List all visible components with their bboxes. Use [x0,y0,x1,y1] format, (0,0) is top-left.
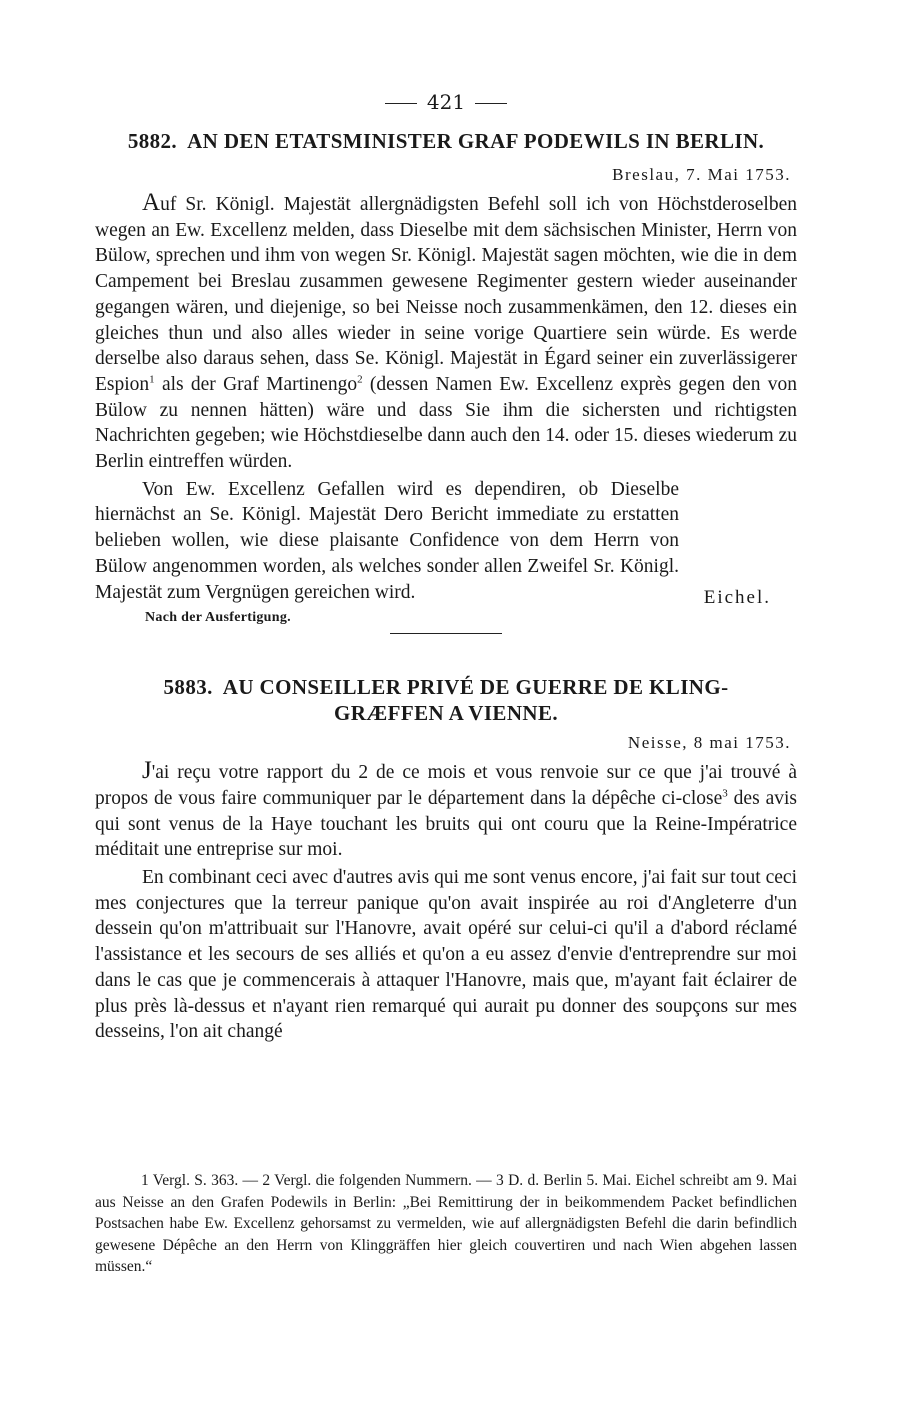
letter-title-continued: GRÆFFEN A VIENNE. [333,701,559,726]
letter-heading [95,128,797,154]
section-divider [390,633,502,634]
page-header [95,88,797,116]
letter-5882 [95,128,797,634]
signature: Eichel. [703,587,771,609]
drop-letter: J [142,757,152,785]
footnote-ref: 1 [149,373,155,386]
paragraph [95,190,797,475]
paragraph-text: 'ai reçu votre rapport du 2 de ce mois et vous renvoie sur ce que j'ai trouvé à propos de vous faire communiquer par le département dans la dépêche ci-close [95,762,797,809]
paragraph [95,758,797,863]
document-page [95,88,797,1045]
source-note: Nach der Ausfertigung. [145,610,291,626]
letter-title: AU CONSEILLER PRIVÉ DE GUERRE DE KLING- [222,675,729,700]
paragraph-text: als der Graf Martinengo [154,373,358,395]
dateline: Neisse, 8 mai 1753. [627,733,791,753]
paragraph-text: des avis qui sont venus de la Haye touchant les bruits qui ont couru que la Reine-Impératrice méditait une entreprise sur moi. [95,787,797,861]
footnotes [95,1170,797,1278]
header-dash-left [385,103,417,104]
footnote-ref: 3 [722,787,728,800]
paragraph: En combinant ceci avec d'autres avis qui me sont venus encore, j'ai fait sur tout ceci mes conjectures que la terreur panique qu'on avait inspirée au roi d'Angleterre d'un dessein qu'on m'attribuait sur l'Hanovre, avait opéré sur celui-ci qu'il a d'abord réclamé l'assistance et les secours de ses alliés et qu'on a eu assez d'envie d'entreprendre sur moi dans le cas que je commencerais à attaquer l'Hanovre, mais que, m'ayant fait éclairer de plus près là-dessus et n'ayant rien remarqué qui aurait pu donner des soupçons sur mes desseins, l'on ait changé [95,867,797,1043]
dateline: Breslau, 7. Mai 1753. [612,165,791,184]
letter-title: AN DEN ETATSMINISTER GRAF PODEWILS IN BERLIN. [187,129,765,153]
footnote-text: 1 Vergl. S. 363. — 2 Vergl. die folgenden Nummern. — 3 D. d. Berlin 5. Mai. Eichel schreibt am 9. Mai aus Neisse an den Grafen Podewils in Berlin: „Bei Remittirung der in beikommendem Packet befindlichen Postsachen habe Ew. Excellenz gehorsamst zu vermelden, wie auf allergnädigsten Befehl die darin befindlich gewesene Dépêche an den Herrn von Klinggräffen hier gleich couvertiren und nach Wien abgehen lassen müssen.“ [95,1172,797,1276]
letter-heading [95,674,797,726]
letter-number: 5882. [127,129,178,153]
paragraph-text: (dessen Namen Ew. Excellenz exprès gegen den von Bülow zu nennen hätten) wäre und dass Sie ihm die sichersten und richtigsten Nachrichten gegeben; wie Höchstdieselbe dann auch den 14. oder 15. dieses wiederum zu Berlin eintreffen würden. [95,373,798,473]
page-number: 421 [426,90,466,114]
paragraph-text: uf Sr. Königl. Majestät allergnädigsten Befehl soll ich von Höchstderoselben wegen an Ew. Excellenz melden, dass Dieselbe mit dem sächsischen Minister, Herrn von Bülow, sprechen und ihm von wegen Sr. Königl. Majestät sagen möchten, wie die in dem Campement bei Breslau zusammen gewesene Regimenter gestern wieder auseinander gegangen wären, und diejenige, so bei Neisse noch zusammenkämen, den 12. dieses ein gleiches thun und also alles wieder in seine vorige Quartiere sein würde. Es werde derselbe also daraus sehen, dass Se. Königl. Majestät in Égard seiner ein zuverlässigerer Espion [95,194,797,395]
header-dash-right [475,103,507,104]
letter-number: 5883. [163,675,213,700]
letter-5883 [95,674,797,1045]
drop-letter: A [142,189,161,216]
paragraph: Von Ew. Excellenz Gefallen wird es dependiren, ob Dieselbe hiernächst an Se. Königl. Majestät Dero Bericht immediate zu erstatten belieben wollen, wie diese plaisante Confidence von dem Herrn von Bülow angenommen worden, als welches sonder allen Zweifel Sr. Königl. Majestät zum Vergnügen gereichen wird. [95,478,679,603]
footnote-ref: 2 [357,373,363,386]
